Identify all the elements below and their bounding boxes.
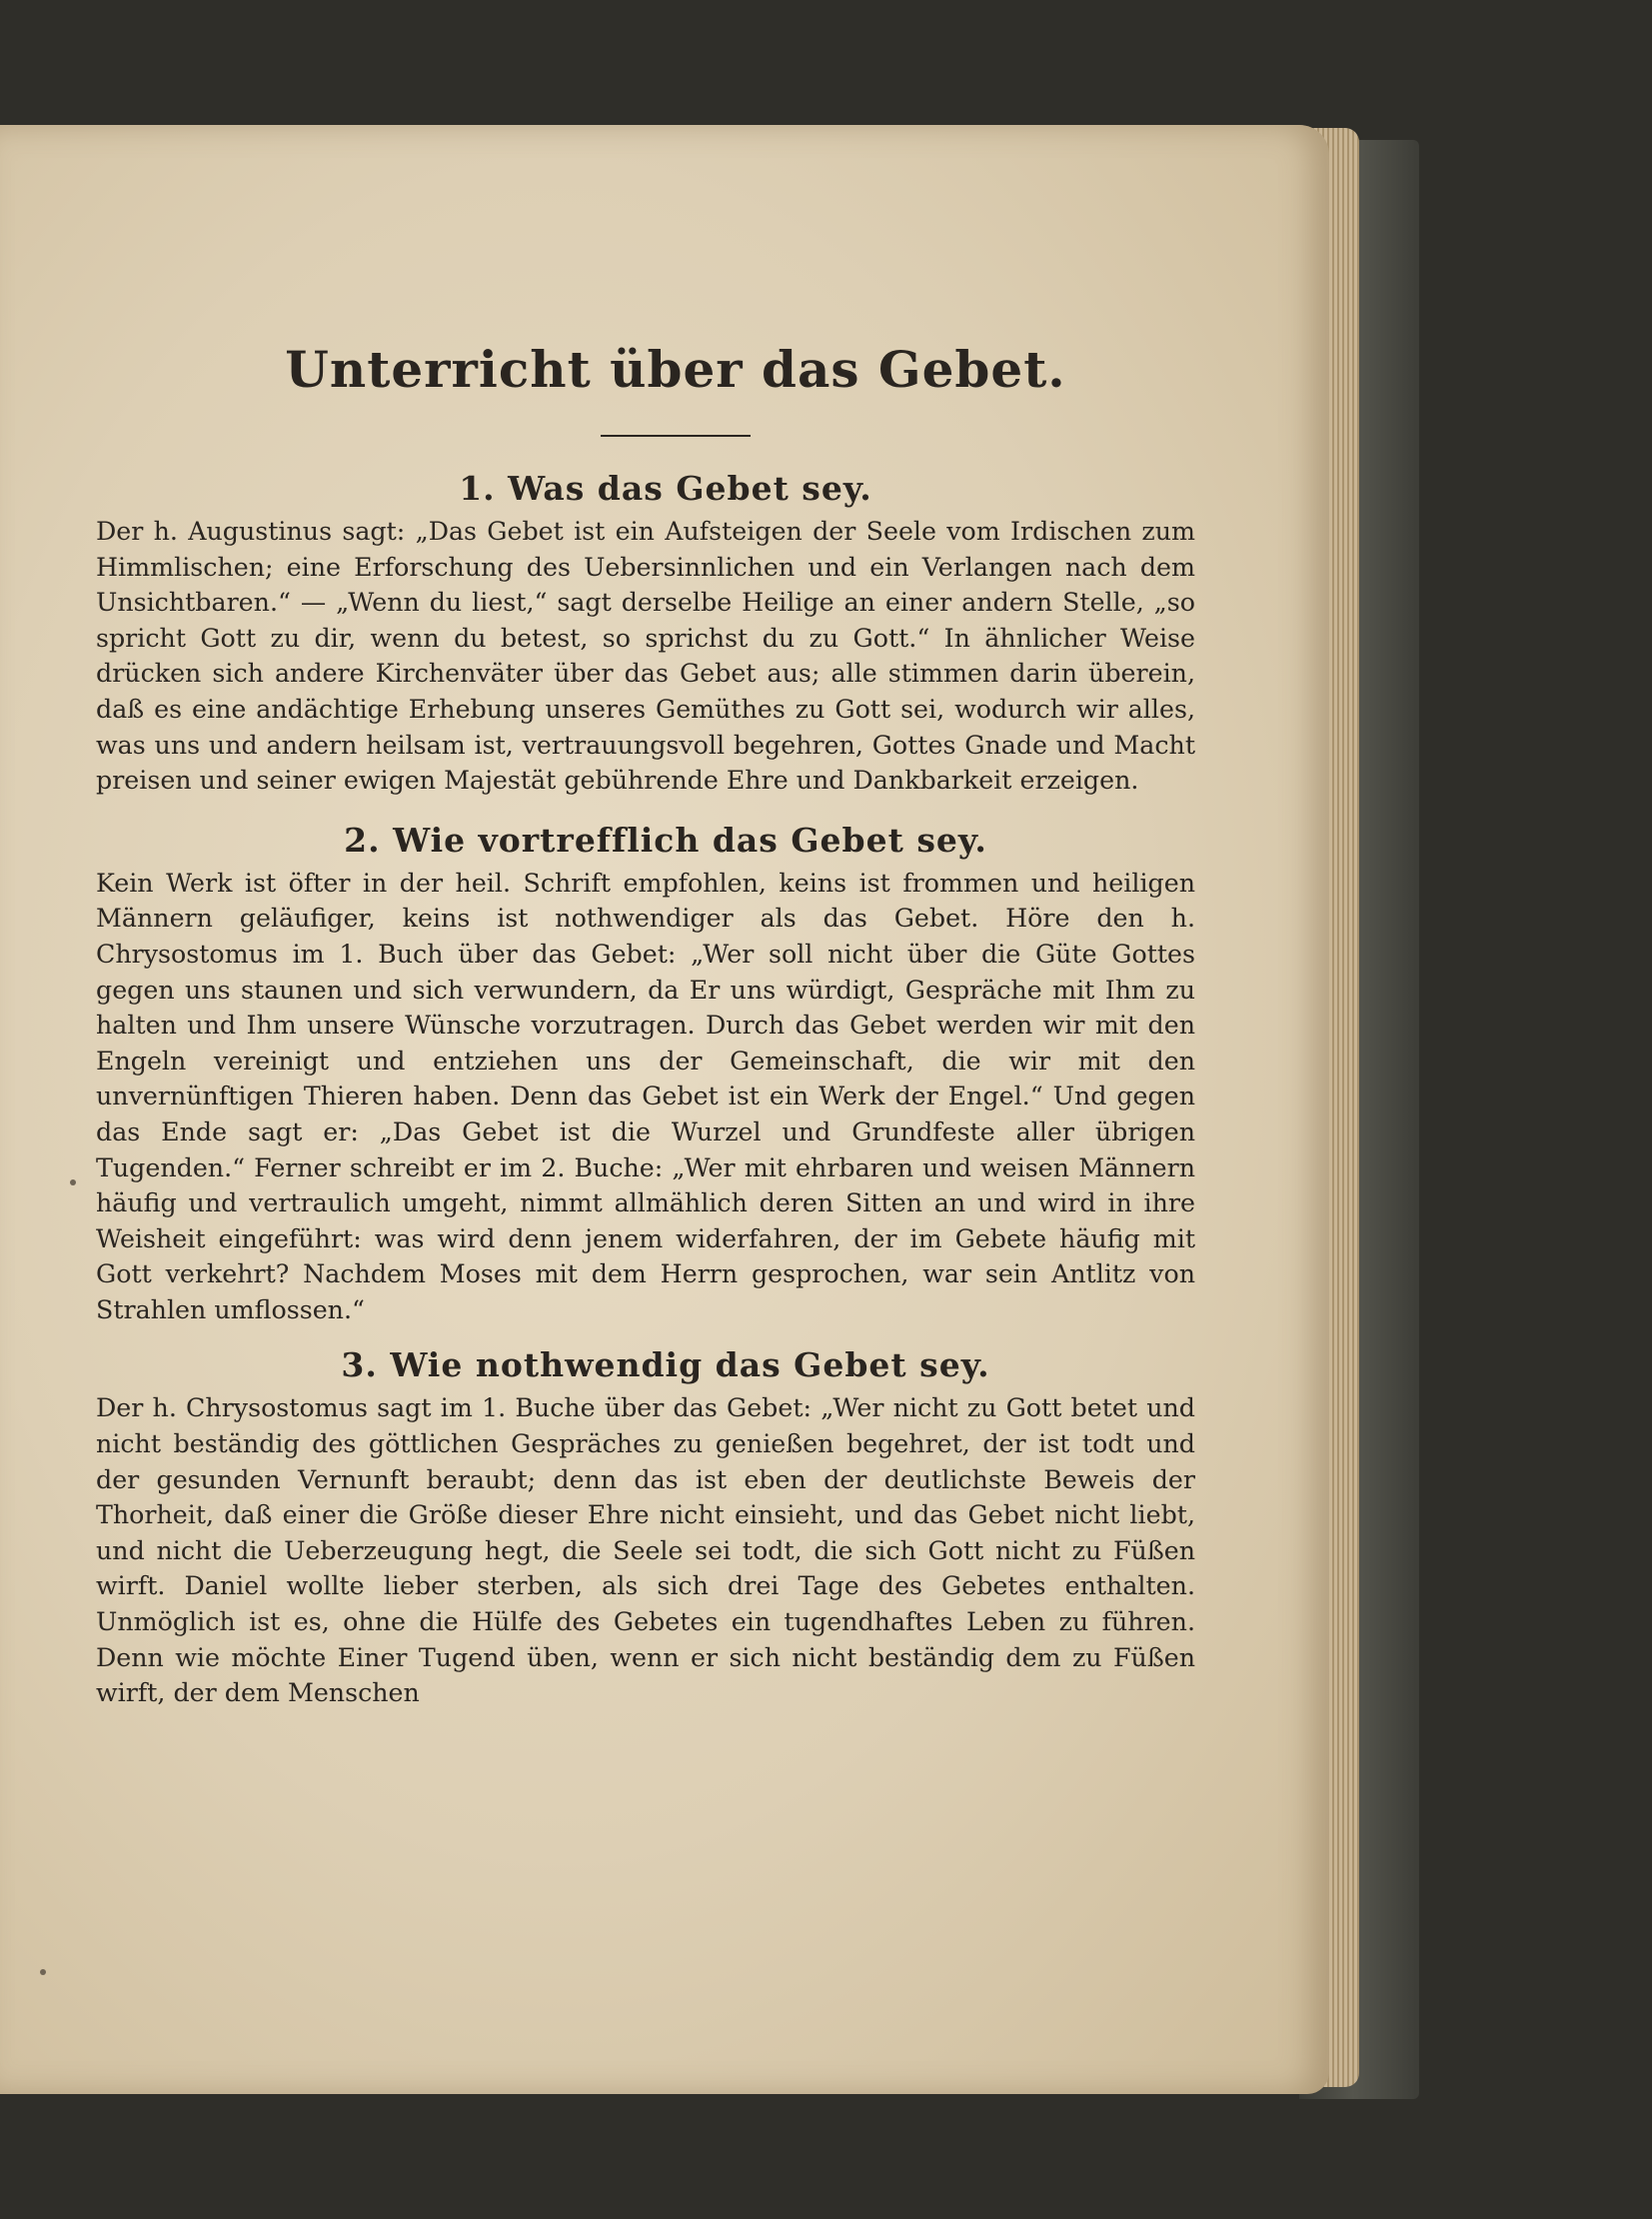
title-divider xyxy=(601,435,751,437)
page-content xyxy=(96,340,1195,1725)
section-text-1: Der h. Augustinus sagt: „Das Gebet ist ein Aufsteigen der Seele vom Irdischen zum Himmlischen; eine Erforschung des Uebersinnlichen und ein Verlangen nach dem Unsichtbaren.“ — „Wenn du liest,“ sagt derselbe Heilige an einer andern Stelle, „so spricht Gott zu dir, wenn du betest, so sprichst du zu Gott.“ In ähnlicher Weise drücken sich andere Kirchenväter über das Gebet aus; alle stimmen darin überein, daß es eine andächtige Erhebung unseres Gemüthes zu Gott sei, wodurch wir alles, was uns und andern heilsam ist, vertrauungsvoll begehren, Gottes Gnade und Macht preisen und seiner ewigen Majestät gebührende Ehre und Dankbarkeit erzeigen. xyxy=(96,517,1195,796)
section-heading-2: 2. Wie vortrefflich das Gebet sey. xyxy=(344,820,987,860)
print-speck xyxy=(70,1179,76,1185)
print-speck xyxy=(40,1969,46,1975)
page-title: Unterricht über das Gebet. xyxy=(285,340,1066,399)
section-heading-3: 3. Wie nothwendig das Gebet sey. xyxy=(341,1345,990,1385)
section-heading-1: 1. Was das Gebet sey. xyxy=(459,469,872,508)
section-text-3: Der h. Chrysostomus sagt im 1. Buche über das Gebet: „Wer nicht zu Gott betet und nicht beständig des göttlichen Gespräches zu genießen begehret, der ist todt und der gesunden Vernunft beraubt; denn das ist eben der deutlichste Beweis der Thorheit, daß einer die Größe dieser Ehre nicht einsieht, und das Gebet nicht liebt, und nicht die Ueberzeugung hegt, die Seele sei todt, die sich Gott nicht zu Füßen wirft. Daniel wollte lieber sterben, als sich drei Tage des Gebetes enthalten. Unmöglich ist es, ohne die Hülfe des Gebetes ein tugendhaftes Leben zu führen. Denn wie möchte Einer Tugend üben, wenn er sich nicht beständig dem zu Füßen wirft, der dem Menschen xyxy=(96,1393,1195,1708)
section-text-2: Kein Werk ist öfter in der heil. Schrift empfohlen, keins ist frommen und heiligen Männern geläufiger, keins ist nothwendiger als das Gebet. Höre den h. Chrysostomus im 1. Buch über das Gebet: „Wer soll nicht über die Güte Gottes gegen uns staunen und sich verwundern, da Er uns würdigt, Gespräche mit Ihm zu halten und Ihm unsere Wünsche vorzutragen. Durch das Gebet werden wir mit den Engeln vereinigt und entziehen uns der Gemeinschaft, die wir mit den unvernünftigen Thieren haben. Denn das Gebet ist ein Werk der Engel.“ Und gegen das Ende sagt er: „Das Gebet ist die Wurzel und Grundfeste aller übrigen Tugenden.“ Ferner schreibt er im 2. Buche: „Wer mit ehrbaren und weisen Männern häufig und vertraulich umgeht, nimmt allmählich deren Sitten an und wird in ihre Weisheit eingeführt: was wird denn jenem widerfahren, der im Gebete häufig mit Gott verkehrt? Nachdem Moses mit dem Herrn gesprochen, war sein Antlitz von Strahlen umflossen.“ xyxy=(96,868,1195,1324)
